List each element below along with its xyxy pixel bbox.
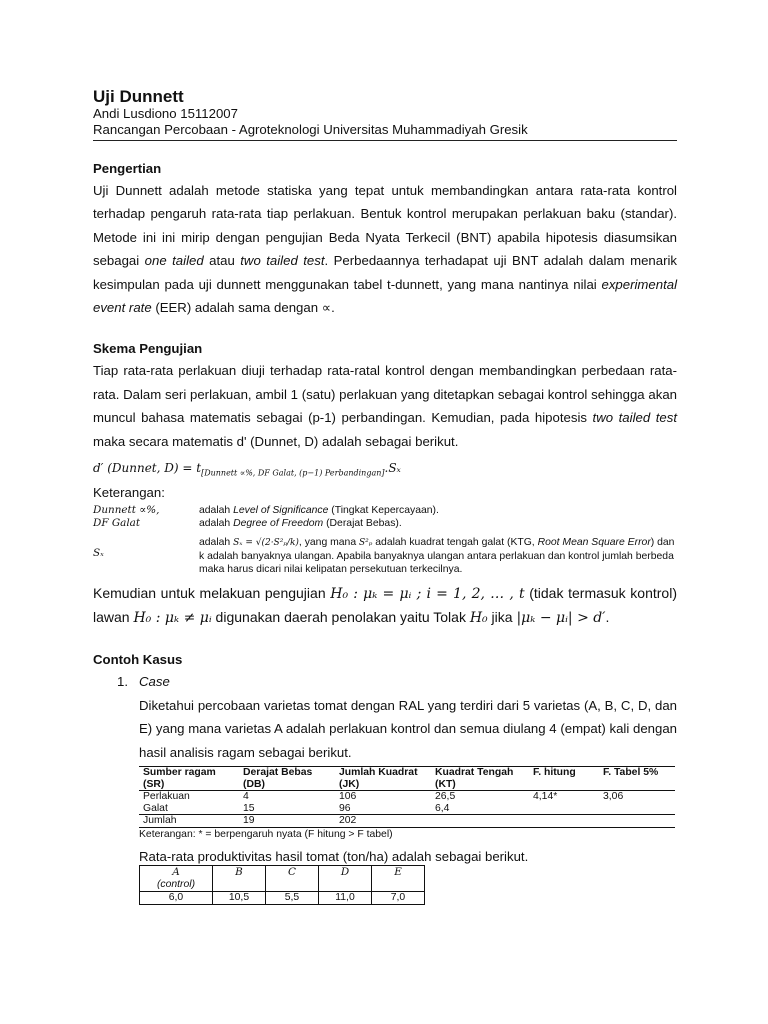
anova-header: Derajat Bebas (DB) [243, 767, 313, 790]
course-line: Rancangan Percobaan - Agroteknologi Universitas Muhammadiyah Gresik [93, 122, 528, 137]
means-header: D [319, 865, 372, 891]
table-row [139, 791, 675, 803]
anova-cell: Galat [143, 802, 168, 814]
means-header: B [213, 865, 266, 891]
anova-cell [529, 815, 599, 828]
keterangan-label: Keterangan: [93, 485, 165, 501]
means-table [139, 865, 425, 905]
anova-header-row [139, 767, 675, 791]
term-df-galat: DF Galat [93, 517, 141, 530]
doc-title: Uji Dunnett [93, 87, 184, 106]
anova-cell [431, 815, 529, 828]
anova-cell: 106 [339, 791, 357, 803]
def-sx: adalah Sₓ = √(2·S²ₚ/k), yang mana S²ₚ adalah kuadrat tengah galat (KTG, Root Mean Square Error) dan k adalah banyaknya ulangan. Apabila banyaknya ulangan antara perlakuan dan kontrol jumlah berbeda maka harus dicari nilai kelipatan persekutuan terkecilnya. [199, 537, 675, 576]
anova-cell: 96 [339, 802, 351, 814]
pengertian-paragraph: Uji Dunnett adalah metode statiska yang tepat untuk membandingkan antara rata-rata kontrol terhadap pengaruh rata-rata tiap perlakuan. Bentuk kontrol merupakan perlakuan baku (standar). Metode ini ini mirip dengan pengujian Beda Nyata Terkecil (BNT) apabila hipotesis diasumsikan sebagai one tailed atau two tailed test. Perbedaannya terhadapat uji BNT adalah dalam menarik kesimpulan pada uji dunnett menggunakan tabel t-dunnett, yang mana nantinya nilai experimental event rate (EER) adalah sama dengan ∝. [93, 183, 677, 316]
means-cell: 10,5 [213, 891, 266, 904]
anova-header: F. hitung [533, 767, 576, 779]
document-page [93, 88, 677, 905]
term-sx: Sₓ [93, 546, 104, 559]
anova-note: Keterangan: * = berpengaruh nyata (F hitung > F tabel) [139, 828, 393, 840]
means-header: C [266, 865, 319, 891]
anova-header: Sumber ragam (SR) [143, 767, 216, 790]
def-df-galat: adalah Degree of Freedom (Derajat Bebas). [199, 518, 402, 530]
table-row [140, 891, 425, 904]
section-heading-pengertian: Pengertian [93, 161, 162, 176]
anova-header: Kuadrat Tengah (KT) [435, 767, 514, 790]
skema-paragraph: Tiap rata-rata perlakuan diuji terhadap rata-ratal kontrol dengan membandingkan perbedaan rata-rata. Dalam seri perlakuan, ambil 1 (satu) perlakuan yang ditetapkan sebagai kontrol sehingga akan muncul bahasa matematis sebagai (p-1) perbandingan. Kemudian, pada hipotesis two tailed test maka secara matematis d' (Dunnet, D) adalah sebagai berikut. [93, 363, 677, 449]
anova-cell: 19 [243, 815, 255, 827]
def-dunnett: adalah Level of Significance (Tingkat Kepercayaan). [199, 505, 439, 517]
case-number: 1. [117, 674, 128, 690]
anova-table [139, 766, 675, 828]
anova-cell: Jumlah [143, 815, 177, 827]
hypothesis-paragraph: Kemudian untuk melakuan pengujian H₀ : μₖ = μᵢ ; i = 1, 2, … , t (tidak termasuk kontrol) lawan H₀ : μₖ ≠ μᵢ digunakan daerah penolakan yaitu Tolak H₀ jika |μₖ − μᵢ| > d′. [93, 585, 677, 627]
case-item [117, 670, 677, 693]
section-heading-contoh: Contoh Kasus [93, 652, 183, 668]
anova-header: F. Tabel 5% [603, 767, 659, 779]
term-dunnett: Dunnett ∝%, [93, 504, 160, 517]
anova-cell: 4,14* [533, 791, 558, 803]
means-header-row [140, 865, 425, 891]
anova-cell: 26,5 [435, 791, 456, 803]
means-header: A (control) [140, 865, 213, 891]
anova-header: Jumlah Kuadrat (JK) [339, 767, 418, 790]
means-header: E [372, 865, 425, 891]
dunnett-formula: d′ (Dunnet, $D) = t_{[Dunnett \propto\%, DF Galat, (p-1) Perbandingan]}.S_x$ [93, 461, 401, 478]
anova-cell: 6,4 [435, 802, 450, 814]
section-heading-skema: Skema Pengujian [93, 341, 203, 357]
means-cell: 11,0 [319, 891, 372, 904]
anova-cell: 202 [339, 815, 357, 827]
means-caption: Rata-rata produktivitas hasil tomat (ton/ha) adalah sebagai berikut. [139, 848, 529, 864]
author-line: Andi Lusdiono 15112007 [93, 106, 238, 121]
anova-cell: Perlakuan [143, 791, 190, 803]
anova-cell: 4 [243, 791, 249, 803]
case-description: Diketahui percobaan varietas tomat dengan RAL yang terdiri dari 5 varietas (A, B, C, D, dan E) yang mana varietas A adalah perlakuan kontrol dan semua diulang 4 (empat) kali dengan hasil analisis ragam sebagai berikut. [139, 697, 677, 760]
anova-cell [599, 803, 675, 815]
anova-cell: 15 [243, 802, 255, 814]
table-row [139, 815, 675, 828]
keterangan-table [93, 504, 677, 576]
means-cell: 6,0 [140, 891, 213, 904]
case-label: Case [139, 674, 170, 690]
anova-cell: 3,06 [603, 791, 624, 803]
table-row [139, 803, 675, 815]
means-cell: 5,5 [266, 891, 319, 904]
anova-cell [599, 815, 675, 828]
anova-cell [529, 803, 599, 815]
means-cell: 7,0 [372, 891, 425, 904]
